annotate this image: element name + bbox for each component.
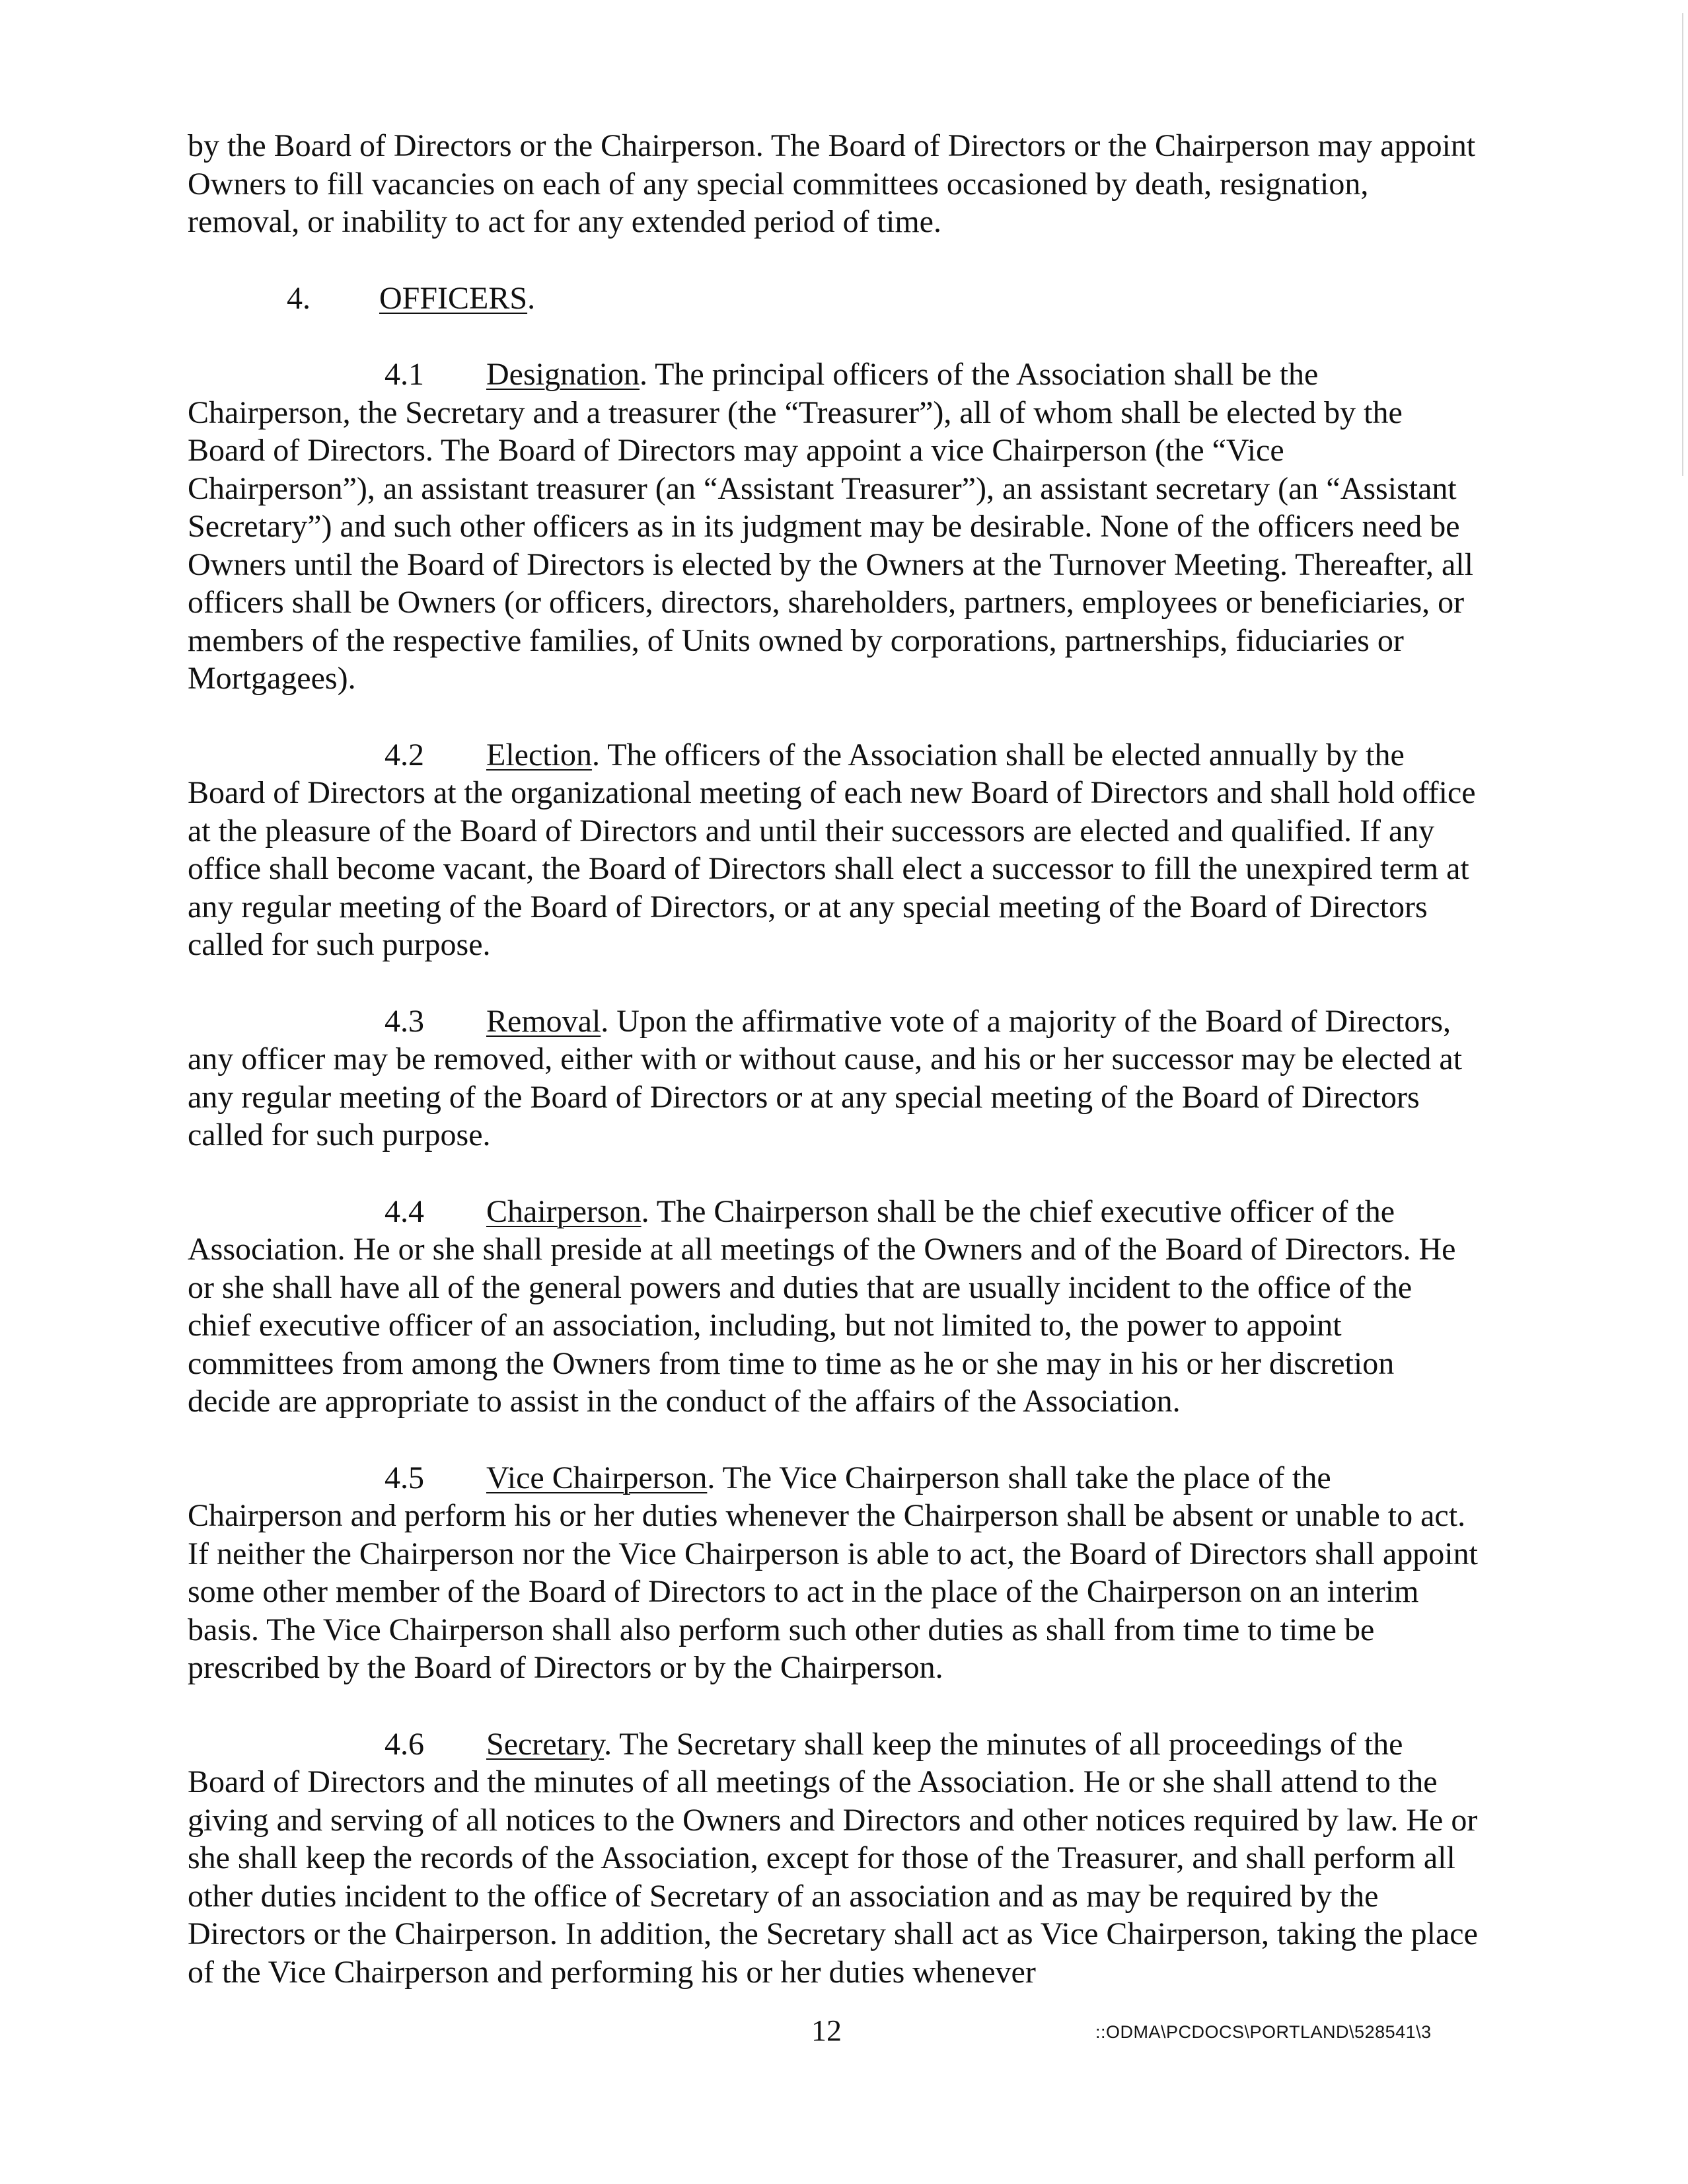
subsection-4-4 [188, 1193, 1479, 1421]
section-heading [188, 280, 1479, 318]
section-number: 4. [287, 280, 311, 316]
subsection-text: . The Vice Chairperson shall take the place of the Chairperson and perform his or her duties whenever the Chairperson shall be absent or unable to act. If neither the Chairperson nor the Vice Chairperson is able to act, the Board of Directors shall appoint some other member of the Board of Directors to act in the place of the Chairperson on an interim basis. The Vice Chairperson shall also perform such other duties as shall from time to time be prescribed by the Board of Directors or by the Chairperson. [188, 1460, 1478, 1685]
page-edge-line [1682, 13, 1683, 476]
subsection-text: . The Secretary shall keep the minutes of all proceedings of the Board of Directors and the minutes of all meetings of the Association. He or she shall attend to the giving and serving of all notices to the Owners and Directors and other notices required by law. He or she shall keep the records of the Association, except for those of the Treasurer, and shall perform all other duties incident to the office of Secretary of an association and as may be required by the Directors or the Chairperson. In addition, the Secretary shall act as Vice Chairperson, taking the place of the Vice Chairperson and performing his or her duties whenever [188, 1726, 1478, 1990]
document-body [188, 127, 1479, 2029]
intro-paragraph: by the Board of Directors or the Chairperson. The Board of Directors or the Chairperson may appoint Owners to fill vacancies on each of any special committees occasioned by death, resignation, removal, or inability to act for any extended period of time. [188, 128, 1476, 239]
subsection-number: 4.6 [385, 1726, 424, 1762]
subsection-number: 4.3 [385, 1003, 424, 1039]
subsection-number: 4.2 [385, 737, 424, 772]
document-id: ::ODMA\PCDOCS\PORTLAND\528541\3 [1095, 2022, 1432, 2042]
subsection-number: 4.5 [385, 1460, 424, 1495]
subsection-text: . The principal officers of the Association shall be the Chairperson, the Secretary and a treasurer (the “Treasurer”), all of whom shall be elected by the Board of Directors. The Board of Directors may appoint a vice Chairperson (the “Vice Chairperson”), an assistant treasurer (an “Assistant Treasurer”), an assistant secretary (an “Assistant Secretary”) and such other officers as in its judgment may be desirable. None of the officers need be Owners until the Board of Directors is elected by the Owners at the Turnover Meeting. Thereafter, all officers shall be Owners (or officers, directors, shareholders, partners, employees or beneficiaries, or members of the respective families, of Units owned by corporations, partnerships, fiduciaries or Mortgagees). [188, 357, 1473, 696]
subsection-text: . The Chairperson shall be the chief executive officer of the Association. He or she shall preside at all meetings of the Owners and of the Board of Directors. He or she shall have all of the general powers and duties that are usually incident to the office of the chief executive officer of an association, including, but not limited to, the power to appoint committees from among the Owners from time to time as he or she may in his or her discretion decide are appropriate to assist in the conduct of the affairs of the Association. [188, 1193, 1456, 1419]
subsection-title: Designation [486, 357, 640, 392]
subsection-title: Secretary [486, 1726, 605, 1762]
section-title: OFFICERS [379, 280, 528, 316]
section-title-suffix: . [527, 280, 536, 316]
subsection-text: . The officers of the Association shall be elected annually by the Board of Directors at the organizational meeting of each new Board of Directors and shall hold office at the pleasure of the Board of Directors and until their successors are elected and qualified. If any office shall become vacant, the Board of Directors shall elect a successor to fill the unexpired term at any regular meeting of the Board of Directors, or at any special meeting of the Board of Directors called for such purpose. [188, 737, 1476, 962]
subsection-number: 4.1 [385, 357, 424, 392]
subsection-number: 4.4 [385, 1193, 424, 1229]
subsection-title: Removal [486, 1003, 601, 1039]
subsection-4-6 [188, 1725, 1479, 1992]
subsection-4-3 [188, 1002, 1479, 1154]
subsection-title: Election [486, 737, 592, 772]
subsection-text: . Upon the affirmative vote of a majority of the Board of Directors, any officer may be removed, either with or without cause, and his or her successor may be elected at any regular meeting of the Board of Directors or at any special meeting of the Board of Directors called for such purpose. [188, 1003, 1463, 1152]
subsection-4-5 [188, 1459, 1479, 1687]
subsection-title: Vice Chairperson [486, 1460, 708, 1495]
subsection-4-2 [188, 736, 1479, 964]
page-number: 12 [811, 2014, 842, 2047]
subsection-title: Chairperson [486, 1193, 642, 1229]
subsection-4-1 [188, 356, 1479, 698]
